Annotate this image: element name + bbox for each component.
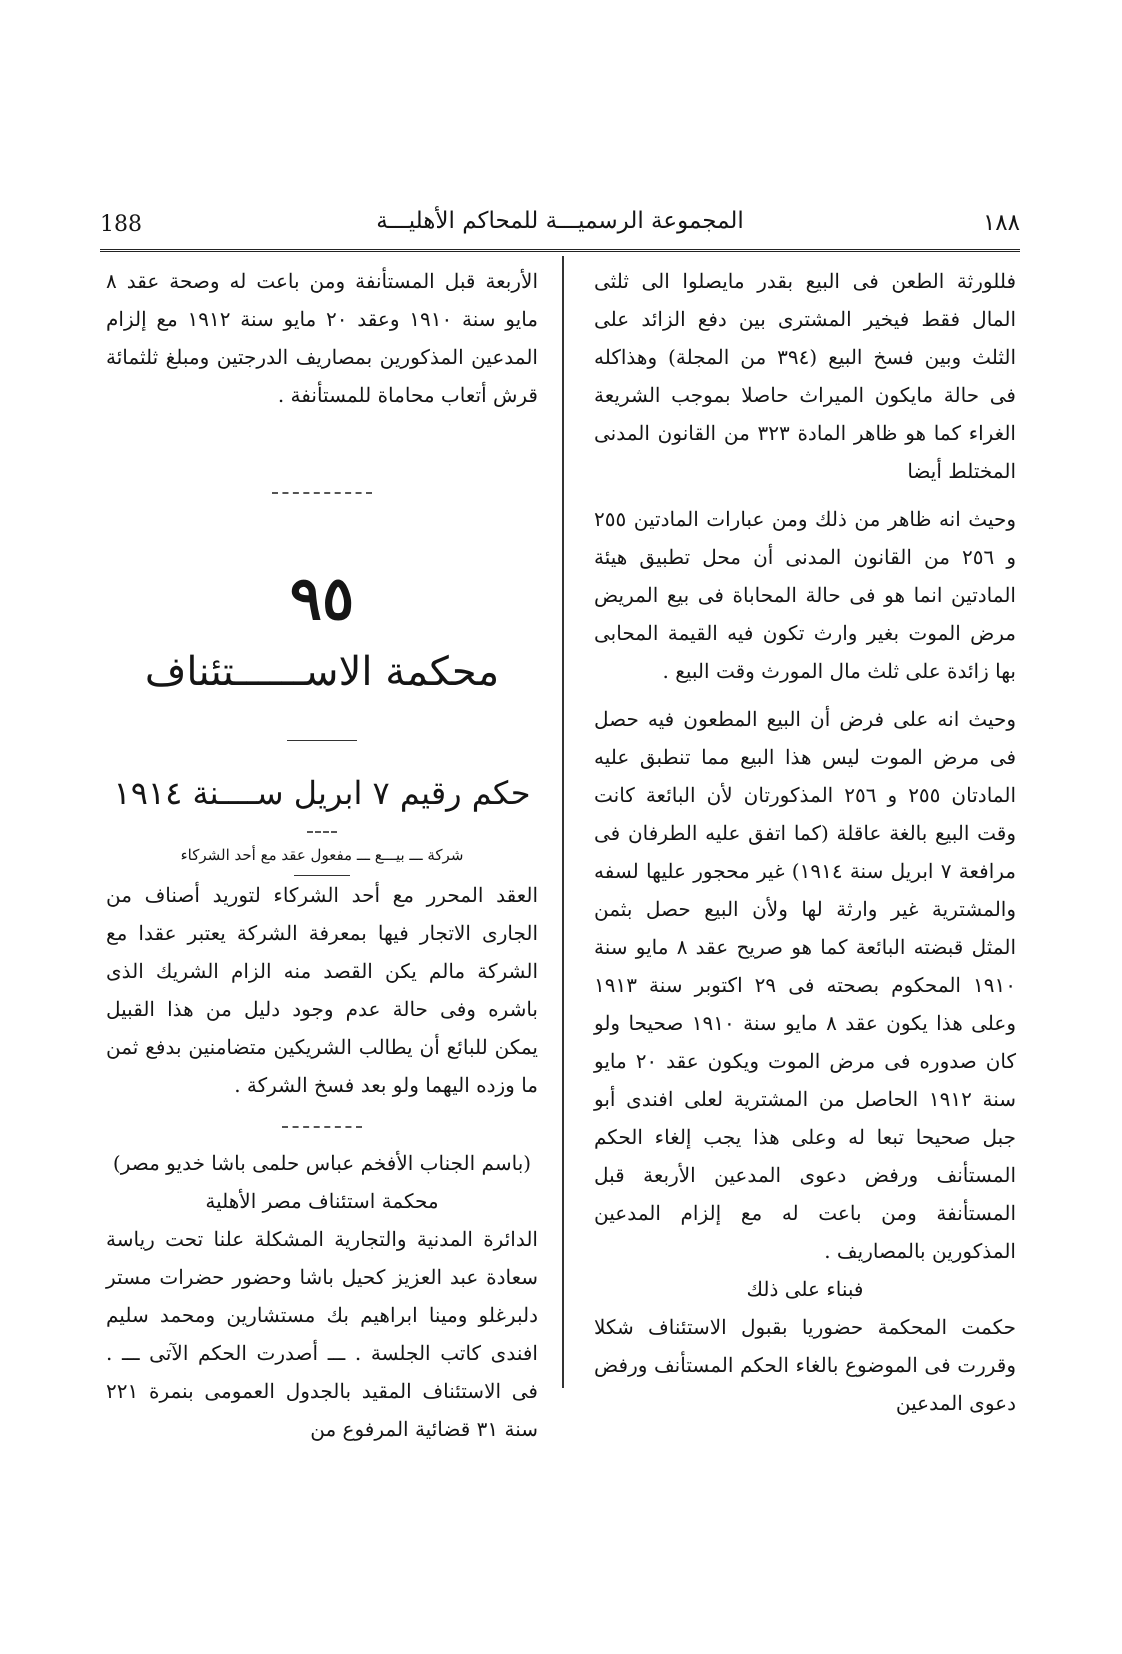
headnote: العقد المحرر مع أحد الشركاء لتوريد أصناف من الجارى الاتجار فيها بمعرفة الشركة يعتبر عقدا مع الشركة مالم يكن القصد منه الزام الشريك الذى باشره وفى حالة عدم وجود دليل من هذا القبيل يمكن للبائع أن يطالب الشريكين متضامنين بدفع ثمن ما وزده اليهما ولو بعد فسخ الشركة . — [106, 883, 539, 1097]
paragraph: وحيث انه على فرض أن البيع المطعون فيه حصل فى مرض الموت ليس هذا البيع مما تنطبق عليه المادتان ٢٥٥ و ٢٥٦ المذكورتان لأن البائعة كانت وقت البيع بالغة عاقلة (كما اتفق عليه الطرفان فى مرافعة ٧ ابريل سنة ١٩١٤) غير محجور عليها لسفه والمشترية غير وارثة لها ولأن البيع حصل بثمن المثل قبضته البائعة كما هو صريح عقد ٨ مايو سنة ١٩١٠ المحكوم بصحته فى ٢٩ اكتوبر سنة ١٩١٣ وعلى هذا يكون عقد ٨ مايو سنة ١٩١٠ صحيحا ولو كان صدوره فى مرض الموت ويكون عقد ٢٠ مايو سنة ١٩١٢ الحاصل من المشترية لعلى افندى أبو جبل صحيحا تبعا له وعلى هذا يجب إلغاء الحكم المستأنف ورفض دعوى المدعين الأربعة قبل المستأنفة ومن باعت له مع إلزام المدعين المذكورين بالمصاريف . — [594, 707, 1017, 1263]
short-dash-rule — [307, 831, 337, 833]
court-composition-paragraph: الدائرة المدنية والتجارية المشكلة علنا تحت رياسة سعادة عبد العزيز كحيل باشا وحضور حضرات مستر دلبرغلو ومينا ابراهيم بك مستشارين ومحمد سليم افندى كاتب الجلسة . ـــ أصدرت الحكم الآتى ـــ . فى الاستئناف المقيد بالجدول العمومى بنمرة ٢٢١ سنة ٣١ قضائية المرفوع من — [106, 1227, 538, 1441]
ruling-paragraph: حكمت المحكمة حضوريا بقبول الاستئناف شكلا وقررت فى الموضوع بالغاء الحكم المستأنف ورفض دعوى المدعين — [594, 1315, 1016, 1415]
page-header — [100, 206, 1020, 246]
case-number: ٩٥ — [289, 564, 355, 634]
page-number-latin: 188 — [100, 212, 142, 237]
column-divider — [562, 256, 564, 1388]
court-name: محكمة الاســــــتئناف — [144, 649, 500, 695]
invocation-line: (باسم الجناب الأفخم عباس حلمى باشا خديو مصر) — [112, 1151, 532, 1175]
judgment-date: حكم رقيم ٧ ابريل ســــنة ١٩١٤ — [113, 774, 531, 812]
paragraph: وحيث انه ظاهر من ذلك ومن عبارات المادتين ٢٥٥ و ٢٥٦ من القانون المدنى أن محل تطبيق هيئة المادتين انما هو فى حالة المحاباة فى بيع المريض مرض الموت بغير وارث تكون فيه القيمة المحابى بها زائدة على ثلث مال المورث وقت البيع . — [594, 507, 1016, 683]
court-full-name: محكمة استئناف مصر الأهلية — [205, 1189, 439, 1213]
left-column — [106, 262, 538, 1448]
page-number-arabic: ١٨٨ — [982, 210, 1020, 236]
continuation-paragraph: الأربعة قبل المستأنفة ومن باعت له وصحة عقد ٨ مايو سنة ١٩١٠ وعقد ٢٠ مايو سنة ١٩١٢ مع إلزام المدعين المذكورين بمصاريف الدرجتين ومبلغ ثلثمائة قرش أتعاب محاماة للمستأنفة . — [106, 269, 539, 407]
headnote-separator — [282, 1126, 362, 1128]
paragraph: فللورثة الطعن فى البيع بقدر مايصلوا الى ثلثى المال فقط فيخير المشترى بين دفع الزائد على الثلث وبين فسخ البيع (٣٩٤ من المجلة) وهذاكله فى حالة مايكون الميراث حاصلا بموجب الشريعة الغراء كما هو ظاهر المادة ٣٢٣ من القانون المدنى المختلط أيضا — [594, 269, 1017, 483]
running-title: المجموعة الرسميـــة للمحاكم الأهليـــة — [376, 208, 744, 234]
keywords-line: شركة ـــ بيـــع ـــ مفعول عقد مع أحد الشركاء — [180, 846, 464, 864]
header-rule — [100, 249, 1020, 252]
section-separator — [272, 492, 372, 494]
section-subheading: فبناء على ذلك — [746, 1277, 864, 1301]
heading-rule — [287, 740, 357, 741]
right-column — [594, 262, 1016, 1422]
